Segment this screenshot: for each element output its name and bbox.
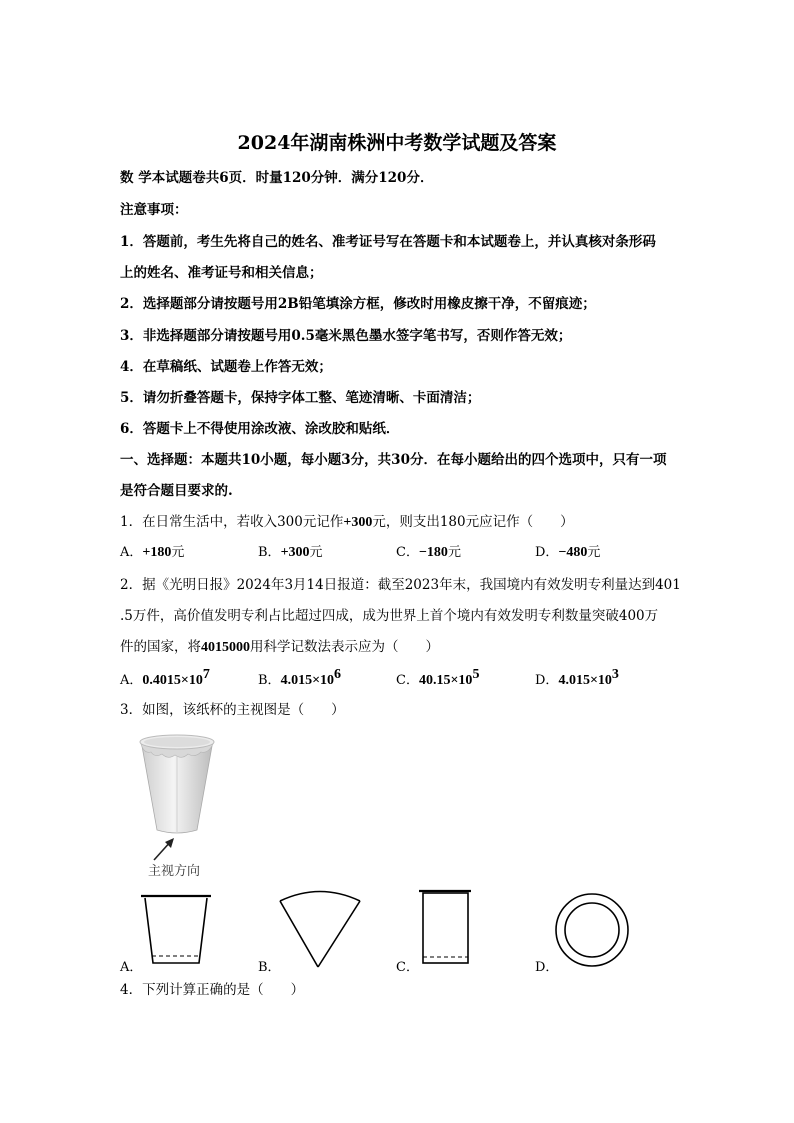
- option-value: −180: [418, 545, 448, 560]
- q1-option-c[interactable]: [396, 541, 461, 561]
- option-value: +180: [142, 545, 172, 560]
- option-letter: A．: [120, 545, 143, 560]
- option-letter: D．: [535, 545, 559, 560]
- section-heading: 一、选择题：本题共10小题，每小题3分，共30分．在每小题给出的四个选项中，只有一项: [120, 452, 667, 468]
- question-2-line: 2．据《光明日报》2024年3月14日报道：截至2023年末，我国境内有效发明专利量达到401: [120, 577, 681, 593]
- option-letter: C．: [396, 673, 419, 688]
- option-letter: C．: [396, 545, 419, 560]
- option-exponent: 7: [202, 667, 210, 682]
- question-2-line: .5万件，高价值发明专利占比超过四成，成为世界上首个境内有效发明专利数量突破400万: [120, 608, 659, 624]
- q3-figure-a: [138, 890, 218, 970]
- q2-text-pre: 件的国家，将: [120, 639, 201, 655]
- option-exponent: 3: [611, 667, 619, 682]
- direction-label: 主视方向: [148, 864, 201, 879]
- option-base: 4.015×10: [558, 673, 612, 688]
- option-unit: 元: [587, 545, 601, 560]
- option-base: 0.4015×10: [142, 673, 203, 688]
- q1-text-pre: 1．在日常生活中，若收入300元记作: [120, 514, 344, 530]
- option-base: 40.15×10: [418, 673, 473, 688]
- question-2-line: [120, 635, 439, 656]
- q1-text-post: 元，则支出180元应记作（ ）: [372, 514, 574, 530]
- q2-option-b[interactable]: [258, 667, 341, 689]
- q1-option-d[interactable]: [535, 541, 600, 561]
- option-exponent: 5: [472, 667, 480, 682]
- option-unit: 元: [447, 545, 461, 560]
- option-letter: A．: [120, 673, 143, 688]
- q2-number: 4015000: [201, 640, 250, 655]
- option-letter: D．: [535, 673, 559, 688]
- notice-line: 上的姓名、准考证号和相关信息；: [120, 265, 323, 281]
- q3-option-a[interactable]: A．: [120, 960, 143, 975]
- page-title: 2024年湖南株洲中考数学试题及答案: [237, 132, 557, 154]
- q3-option-c[interactable]: C．: [396, 960, 419, 975]
- option-exponent: 6: [334, 667, 342, 682]
- q1-option-b[interactable]: [258, 541, 323, 561]
- section-heading: 是符合题目要求的.: [120, 483, 233, 499]
- question-3: 3．如图，该纸杯的主视图是（ ）: [120, 702, 345, 718]
- q3-option-b[interactable]: B．: [258, 960, 281, 975]
- option-letter: B．: [258, 673, 281, 688]
- notice-line: 1．答题前，考生先将自己的姓名、准考证号写在答题卡和本试题卷上，并认真核对条形码: [120, 234, 656, 250]
- q3-option-d[interactable]: D．: [535, 960, 559, 975]
- notice-line: 2．选择题部分请按题号用2B铅笔填涂方框，修改时用橡皮擦干净，不留痕迹；: [120, 296, 596, 312]
- q1-expression: +300: [343, 515, 373, 530]
- notice-line: 3．非选择题部分请按题号用0.5毫米黑色墨水签字笔书写，否则作答无效；: [120, 328, 572, 344]
- option-unit: 元: [171, 545, 185, 560]
- q3-figure-c: [415, 886, 475, 971]
- q2-option-a[interactable]: [120, 667, 210, 689]
- q3-figure-d: [552, 890, 632, 970]
- notice-line: 5．请勿折叠答题卡，保持字体工整、笔迹清晰、卡面清洁；: [120, 390, 481, 406]
- option-base: 4.015×10: [280, 673, 335, 688]
- q2-text-post: 用科学记数法表示应为（ ）: [250, 639, 439, 655]
- exam-intro: 数 学本试题卷共6页．时量120分钟．满分120分．: [120, 170, 434, 186]
- notice-line: 6．答题卡上不得使用涂改液、涂改胶和贴纸．: [120, 421, 400, 437]
- question-1: [120, 510, 574, 531]
- q1-option-a[interactable]: [120, 541, 184, 561]
- paper-cup-image: [135, 732, 225, 842]
- q2-option-d[interactable]: [535, 667, 619, 689]
- option-unit: 元: [309, 545, 323, 560]
- q3-figure-b: [276, 886, 366, 971]
- q2-option-c[interactable]: [396, 667, 479, 689]
- option-value: −480: [558, 545, 588, 560]
- question-4: 4．下列计算正确的是（ ）: [120, 982, 305, 998]
- notice-line: 4．在草稿纸、试题卷上作答无效；: [120, 359, 332, 375]
- option-letter: B．: [258, 545, 281, 560]
- option-value: +300: [280, 545, 310, 560]
- notice-heading: 注意事项：: [120, 202, 188, 218]
